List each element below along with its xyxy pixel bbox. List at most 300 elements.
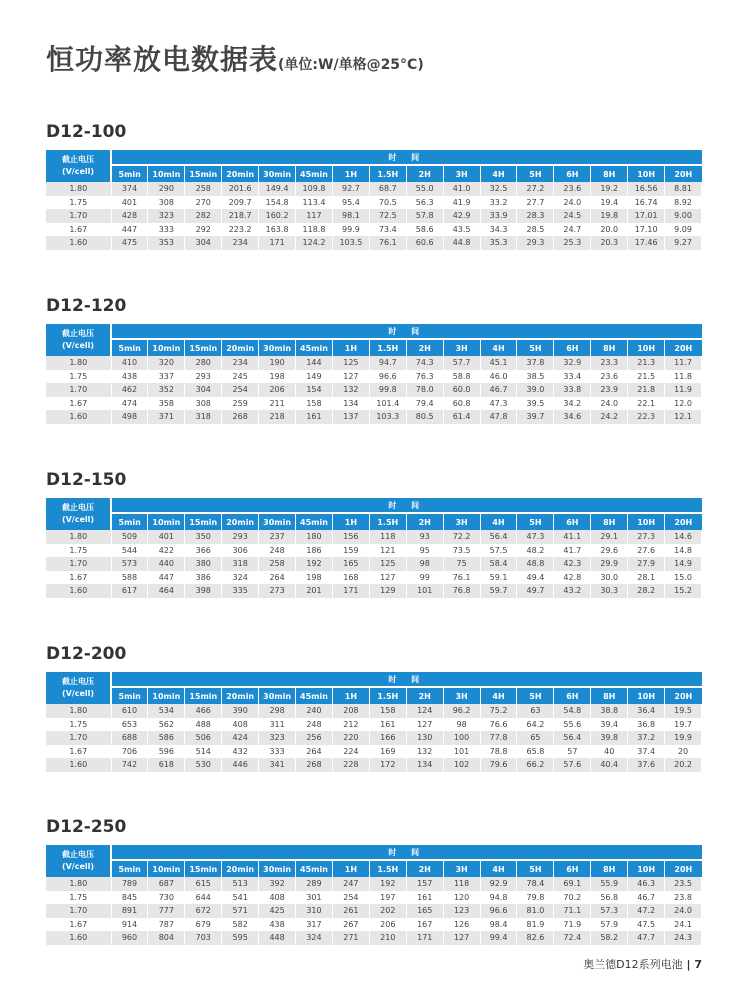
power-value-cell: 79.8 [517, 891, 554, 905]
power-value-cell: 154 [296, 383, 333, 397]
column-header: 6H [554, 339, 591, 356]
power-value-cell: 11.9 [665, 383, 702, 397]
column-header: 10min [148, 687, 185, 704]
power-value-cell: 68.7 [369, 182, 406, 196]
column-header: 15min [185, 165, 222, 182]
power-value-cell: 166 [369, 731, 406, 745]
power-value-cell: 167 [406, 918, 443, 932]
power-value-cell: 268 [296, 758, 333, 772]
power-value-cell: 47.5 [628, 918, 665, 932]
cutoff-voltage-cell: 1.60 [46, 931, 111, 945]
cutoff-voltage-cell: 1.70 [46, 904, 111, 918]
power-value-cell: 337 [148, 370, 185, 384]
power-value-cell: 78.8 [480, 745, 517, 759]
power-value-cell: 544 [111, 544, 148, 558]
power-value-cell: 290 [148, 182, 185, 196]
power-value-cell: 392 [259, 877, 296, 891]
power-value-cell: 33.4 [554, 370, 591, 384]
table-row [46, 397, 702, 411]
model-heading: D12-200 [46, 644, 127, 664]
power-value-cell: 101 [406, 584, 443, 598]
cutoff-voltage-cell: 1.70 [46, 383, 111, 397]
power-value-cell: 57.5 [480, 544, 517, 558]
power-value-cell: 245 [222, 370, 259, 384]
power-value-cell: 149.4 [259, 182, 296, 196]
column-header: 15min [185, 860, 222, 877]
time-header: 时 间 [111, 324, 702, 339]
power-value-cell: 19.7 [665, 718, 702, 732]
cutoff-voltage-cell: 1.75 [46, 196, 111, 210]
power-value-cell: 98.1 [332, 209, 369, 223]
cutoff-voltage-header [46, 150, 111, 182]
cutoff-voltage-cell: 1.80 [46, 877, 111, 891]
column-header: 2H [406, 860, 443, 877]
power-value-cell: 202 [369, 904, 406, 918]
time-header: 时 间 [111, 150, 702, 165]
power-value-cell: 22.1 [628, 397, 665, 411]
power-value-cell: 777 [148, 904, 185, 918]
cutoff-voltage-cell: 1.75 [46, 891, 111, 905]
column-header: 6H [554, 860, 591, 877]
model-heading: D12-120 [46, 296, 127, 316]
power-value-cell: 448 [259, 931, 296, 945]
column-header: 6H [554, 513, 591, 530]
power-value-cell: 149 [296, 370, 333, 384]
power-value-cell: 124 [406, 704, 443, 718]
power-value-cell: 95.4 [332, 196, 369, 210]
power-value-cell: 20.3 [591, 236, 628, 250]
power-value-cell: 169 [369, 745, 406, 759]
power-value-cell: 60.0 [443, 383, 480, 397]
power-value-cell: 350 [185, 530, 222, 544]
power-value-cell: 20 [665, 745, 702, 759]
column-header: 10min [148, 860, 185, 877]
cutoff-voltage-cell: 1.67 [46, 223, 111, 237]
power-value-cell: 20.2 [665, 758, 702, 772]
power-value-cell: 39.5 [517, 397, 554, 411]
power-value-cell: 687 [148, 877, 185, 891]
power-value-cell: 154.8 [259, 196, 296, 210]
cutoff-voltage-cell: 1.70 [46, 557, 111, 571]
table-row [46, 584, 702, 598]
power-value-cell: 134 [406, 758, 443, 772]
power-value-cell: 324 [296, 931, 333, 945]
power-value-cell: 66.2 [517, 758, 554, 772]
power-value-cell: 127 [369, 571, 406, 585]
column-header: 15min [185, 339, 222, 356]
column-header: 1H [332, 687, 369, 704]
power-value-cell: 54.8 [554, 704, 591, 718]
page-title: 恒功率放电数据表 [46, 43, 279, 76]
table-row [46, 891, 702, 905]
power-value-cell: 24.2 [591, 410, 628, 424]
power-value-cell: 27.7 [517, 196, 554, 210]
power-value-cell: 306 [222, 544, 259, 558]
power-value-cell: 72.4 [554, 931, 591, 945]
table-row [46, 877, 702, 891]
cutoff-voltage-cell: 1.67 [46, 571, 111, 585]
column-header: 20H [665, 165, 702, 182]
power-value-cell: 8.92 [665, 196, 702, 210]
power-value-cell: 98.4 [480, 918, 517, 932]
table-row [46, 704, 702, 718]
power-value-cell: 19.8 [591, 209, 628, 223]
power-value-cell: 304 [185, 236, 222, 250]
page-footer [583, 956, 702, 972]
column-header: 10min [148, 165, 185, 182]
cutoff-label: 截止电压 [62, 850, 94, 859]
column-header: 3H [443, 165, 480, 182]
power-value-cell: 617 [111, 584, 148, 598]
power-value-cell: 37.8 [517, 356, 554, 370]
power-value-cell: 24.0 [665, 904, 702, 918]
cutoff-voltage-cell: 1.80 [46, 530, 111, 544]
power-value-cell: 267 [332, 918, 369, 932]
column-header: 8H [591, 687, 628, 704]
power-value-cell: 81.9 [517, 918, 554, 932]
column-header: 6H [554, 687, 591, 704]
power-value-cell: 440 [148, 557, 185, 571]
discharge-table [46, 672, 702, 772]
table-row [46, 745, 702, 759]
power-value-cell: 71.9 [554, 918, 591, 932]
power-value-cell: 298 [259, 704, 296, 718]
power-value-cell: 165 [406, 904, 443, 918]
power-value-cell: 234 [222, 356, 259, 370]
cutoff-unit: (V/cell) [61, 689, 95, 698]
column-header: 20min [222, 860, 259, 877]
power-value-cell: 258 [185, 182, 222, 196]
power-value-cell: 129 [369, 584, 406, 598]
power-value-cell: 333 [259, 745, 296, 759]
power-value-cell: 190 [259, 356, 296, 370]
power-value-cell: 679 [185, 918, 222, 932]
power-value-cell: 99.9 [332, 223, 369, 237]
power-value-cell: 60.8 [443, 397, 480, 411]
power-value-cell: 371 [148, 410, 185, 424]
power-value-cell: 118 [369, 530, 406, 544]
power-value-cell: 282 [185, 209, 222, 223]
power-value-cell: 93 [406, 530, 443, 544]
power-value-cell: 132 [406, 745, 443, 759]
column-header: 1H [332, 860, 369, 877]
power-value-cell: 447 [148, 571, 185, 585]
power-value-cell: 79.6 [480, 758, 517, 772]
power-value-cell: 76.1 [369, 236, 406, 250]
power-value-cell: 161 [406, 891, 443, 905]
table-row [46, 370, 702, 384]
power-value-cell: 65.8 [517, 745, 554, 759]
cutoff-unit: (V/cell) [61, 862, 95, 871]
power-value-cell: 75.2 [480, 704, 517, 718]
power-value-cell: 33.9 [480, 209, 517, 223]
power-value-cell: 23.9 [591, 383, 628, 397]
power-value-cell: 80.5 [406, 410, 443, 424]
table-row [46, 557, 702, 571]
power-value-cell: 318 [185, 410, 222, 424]
power-value-cell: 21.8 [628, 383, 665, 397]
power-value-cell: 304 [185, 383, 222, 397]
column-header: 1H [332, 339, 369, 356]
power-value-cell: 324 [222, 571, 259, 585]
cutoff-voltage-cell: 1.60 [46, 758, 111, 772]
power-value-cell: 46.0 [480, 370, 517, 384]
table-row [46, 223, 702, 237]
table-section [46, 644, 702, 772]
power-value-cell: 742 [111, 758, 148, 772]
power-value-cell: 40.4 [591, 758, 628, 772]
table-row [46, 356, 702, 370]
power-value-cell: 180 [296, 530, 333, 544]
table-row [46, 530, 702, 544]
cutoff-voltage-cell: 1.75 [46, 718, 111, 732]
column-header: 30min [259, 860, 296, 877]
power-value-cell: 23.5 [665, 877, 702, 891]
power-value-cell: 223.2 [222, 223, 259, 237]
power-value-cell: 220 [332, 731, 369, 745]
power-value-cell: 99.4 [480, 931, 517, 945]
power-value-cell: 198 [259, 370, 296, 384]
power-value-cell: 514 [185, 745, 222, 759]
power-value-cell: 15.0 [665, 571, 702, 585]
column-header: 8H [591, 860, 628, 877]
power-value-cell: 14.9 [665, 557, 702, 571]
power-value-cell: 845 [111, 891, 148, 905]
footer-separator: | [682, 958, 695, 971]
power-value-cell: 125 [332, 356, 369, 370]
power-value-cell: 65 [517, 731, 554, 745]
power-value-cell: 82.6 [517, 931, 554, 945]
power-value-cell: 94.8 [480, 891, 517, 905]
table-row [46, 196, 702, 210]
power-value-cell: 706 [111, 745, 148, 759]
power-value-cell: 39.4 [591, 718, 628, 732]
power-value-cell: 76.6 [480, 718, 517, 732]
power-value-cell: 323 [259, 731, 296, 745]
power-value-cell: 488 [185, 718, 222, 732]
power-value-cell: 96.2 [443, 704, 480, 718]
power-value-cell: 17.10 [628, 223, 665, 237]
power-value-cell: 29.9 [591, 557, 628, 571]
column-header: 30min [259, 339, 296, 356]
power-value-cell: 37.2 [628, 731, 665, 745]
table-row [46, 383, 702, 397]
power-value-cell: 55.9 [591, 877, 628, 891]
power-value-cell: 39.8 [591, 731, 628, 745]
power-value-cell: 71.1 [554, 904, 591, 918]
power-value-cell: 171 [406, 931, 443, 945]
power-value-cell: 201 [296, 584, 333, 598]
power-value-cell: 127 [406, 718, 443, 732]
power-value-cell: 42.3 [554, 557, 591, 571]
power-value-cell: 33.8 [554, 383, 591, 397]
power-value-cell: 41.0 [443, 182, 480, 196]
power-value-cell: 101 [443, 745, 480, 759]
power-value-cell: 168 [332, 571, 369, 585]
cutoff-label: 截止电压 [62, 503, 94, 512]
power-value-cell: 8.81 [665, 182, 702, 196]
power-value-cell: 159 [332, 544, 369, 558]
power-value-cell: 438 [259, 918, 296, 932]
cutoff-label: 截止电压 [62, 329, 94, 338]
power-value-cell: 425 [259, 904, 296, 918]
power-value-cell: 47.8 [480, 410, 517, 424]
power-value-cell: 63 [517, 704, 554, 718]
column-header: 3H [443, 687, 480, 704]
power-value-cell: 224 [332, 745, 369, 759]
power-value-cell: 422 [148, 544, 185, 558]
column-header: 8H [591, 165, 628, 182]
power-value-cell: 39.7 [517, 410, 554, 424]
power-value-cell: 206 [259, 383, 296, 397]
power-value-cell: 35.3 [480, 236, 517, 250]
power-value-cell: 59.1 [480, 571, 517, 585]
power-value-cell: 92.7 [332, 182, 369, 196]
column-header: 1H [332, 513, 369, 530]
power-value-cell: 301 [296, 891, 333, 905]
power-value-cell: 401 [148, 530, 185, 544]
power-value-cell: 28.2 [628, 584, 665, 598]
power-value-cell: 72.5 [369, 209, 406, 223]
column-header: 5H [517, 339, 554, 356]
power-value-cell: 271 [332, 931, 369, 945]
power-value-cell: 161 [296, 410, 333, 424]
power-value-cell: 157 [406, 877, 443, 891]
power-value-cell: 24.5 [554, 209, 591, 223]
column-header: 15min [185, 513, 222, 530]
table-row [46, 758, 702, 772]
cutoff-voltage-cell: 1.80 [46, 356, 111, 370]
power-value-cell: 130 [406, 731, 443, 745]
power-value-cell: 27.6 [628, 544, 665, 558]
power-value-cell: 103.5 [332, 236, 369, 250]
power-value-cell: 79.4 [406, 397, 443, 411]
column-header: 8H [591, 339, 628, 356]
power-value-cell: 38.8 [591, 704, 628, 718]
power-value-cell: 447 [111, 223, 148, 237]
power-value-cell: 24.3 [665, 931, 702, 945]
table-row [46, 209, 702, 223]
column-header: 2H [406, 339, 443, 356]
power-value-cell: 358 [148, 397, 185, 411]
power-value-cell: 56.4 [554, 731, 591, 745]
power-value-cell: 259 [222, 397, 259, 411]
power-value-cell: 73.5 [443, 544, 480, 558]
power-value-cell: 163.8 [259, 223, 296, 237]
power-value-cell: 24.1 [665, 918, 702, 932]
column-header: 45min [296, 687, 333, 704]
power-value-cell: 81.0 [517, 904, 554, 918]
power-value-cell: 475 [111, 236, 148, 250]
page-title-row [46, 38, 424, 78]
unit-note: (单位:W/单格@25°C) [278, 57, 424, 73]
column-header: 1.5H [369, 165, 406, 182]
power-value-cell: 21.5 [628, 370, 665, 384]
power-value-cell: 353 [148, 236, 185, 250]
power-value-cell: 534 [148, 704, 185, 718]
power-value-cell: 408 [259, 891, 296, 905]
power-value-cell: 28.3 [517, 209, 554, 223]
time-header: 时 间 [111, 845, 702, 860]
time-header: 时 间 [111, 498, 702, 513]
table-row [46, 718, 702, 732]
power-value-cell: 161 [369, 718, 406, 732]
power-value-cell: 27.3 [628, 530, 665, 544]
cutoff-unit: (V/cell) [61, 341, 95, 350]
power-value-cell: 19.5 [665, 704, 702, 718]
power-value-cell: 171 [332, 584, 369, 598]
power-value-cell: 789 [111, 877, 148, 891]
model-heading: D12-250 [46, 817, 127, 837]
power-value-cell: 121 [369, 544, 406, 558]
power-value-cell: 446 [222, 758, 259, 772]
power-value-cell: 506 [185, 731, 222, 745]
power-value-cell: 160.2 [259, 209, 296, 223]
power-value-cell: 74.3 [406, 356, 443, 370]
power-value-cell: 27.9 [628, 557, 665, 571]
power-value-cell: 289 [296, 877, 333, 891]
power-value-cell: 25.3 [554, 236, 591, 250]
power-value-cell: 41.1 [554, 530, 591, 544]
power-value-cell: 120 [443, 891, 480, 905]
power-value-cell: 206 [369, 918, 406, 932]
power-value-cell: 398 [185, 584, 222, 598]
power-value-cell: 126 [443, 918, 480, 932]
table-section [46, 817, 702, 945]
power-value-cell: 57.7 [443, 356, 480, 370]
power-value-cell: 432 [222, 745, 259, 759]
column-header: 10H [628, 513, 665, 530]
column-header: 6H [554, 165, 591, 182]
column-header: 5H [517, 165, 554, 182]
power-value-cell: 43.2 [554, 584, 591, 598]
power-value-cell: 61.4 [443, 410, 480, 424]
table-row [46, 731, 702, 745]
power-value-cell: 118.8 [296, 223, 333, 237]
column-header: 45min [296, 339, 333, 356]
power-value-cell: 48.8 [517, 557, 554, 571]
power-value-cell: 254 [332, 891, 369, 905]
power-value-cell: 23.6 [591, 370, 628, 384]
power-value-cell: 127 [443, 931, 480, 945]
power-value-cell: 293 [222, 530, 259, 544]
power-value-cell: 70.2 [554, 891, 591, 905]
column-header: 5min [111, 687, 148, 704]
column-header: 10H [628, 339, 665, 356]
power-value-cell: 156 [332, 530, 369, 544]
power-value-cell: 261 [332, 904, 369, 918]
column-header: 20H [665, 339, 702, 356]
power-value-cell: 57 [554, 745, 591, 759]
power-value-cell: 100 [443, 731, 480, 745]
power-value-cell: 310 [296, 904, 333, 918]
column-header: 15min [185, 687, 222, 704]
column-header: 1.5H [369, 513, 406, 530]
power-value-cell: 703 [185, 931, 222, 945]
power-value-cell: 101.4 [369, 397, 406, 411]
power-value-cell: 320 [148, 356, 185, 370]
cutoff-voltage-cell: 1.60 [46, 236, 111, 250]
power-value-cell: 109.8 [296, 182, 333, 196]
power-value-cell: 57.3 [591, 904, 628, 918]
power-value-cell: 134 [332, 397, 369, 411]
power-value-cell: 45.1 [480, 356, 517, 370]
cutoff-voltage-cell: 1.60 [46, 584, 111, 598]
power-value-cell: 56.4 [480, 530, 517, 544]
power-value-cell: 17.46 [628, 236, 665, 250]
column-header: 1.5H [369, 860, 406, 877]
power-value-cell: 103.3 [369, 410, 406, 424]
